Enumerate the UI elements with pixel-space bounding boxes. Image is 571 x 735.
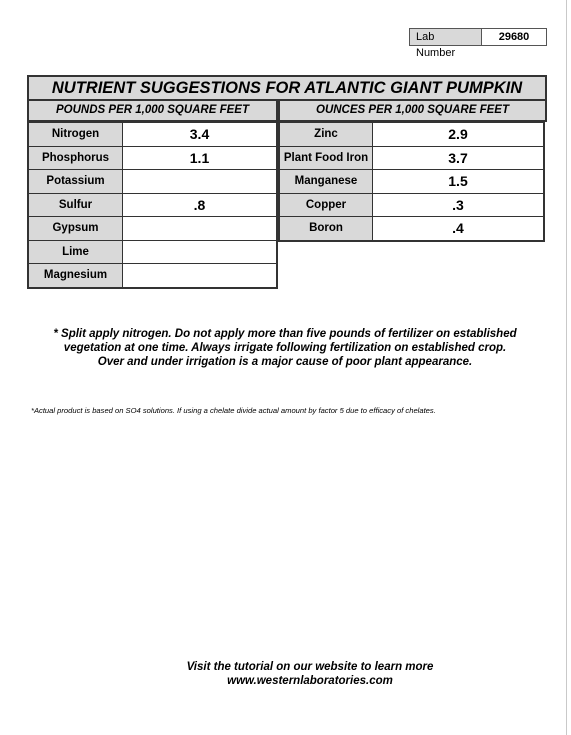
nutrient-name: Manganese [279, 170, 373, 194]
nitrogen-note: * Split apply nitrogen. Do not apply more than five pounds of fertilizer on established vegetation at one time. Always irrigate following fertilization on established crop. Over and under irrigation is a major cause of poor plant appearance. [53, 328, 517, 368]
table-row [279, 170, 544, 194]
lab-number-label: Lab Number [410, 29, 482, 45]
table-row [28, 264, 277, 288]
nutrient-value [123, 240, 278, 264]
nutrient-name: Gypsum [28, 217, 123, 241]
ounces-header: OUNCES PER 1,000 SQUARE FEET [278, 99, 547, 122]
website-url: www.westernlaboratories.com [227, 675, 393, 687]
table-row [279, 217, 544, 241]
table-row [279, 193, 544, 217]
nutrient-value: 3.7 [373, 146, 545, 170]
page-edge-divider [566, 0, 567, 735]
nutrient-name: Magnesium [28, 264, 123, 288]
nutrient-name: Copper [279, 193, 373, 217]
report-title: NUTRIENT SUGGESTIONS FOR ATLANTIC GIANT PUMPKIN [27, 75, 547, 101]
table-row [279, 122, 544, 146]
nutrient-name: Potassium [28, 170, 123, 194]
table-row [28, 146, 277, 170]
table-row [28, 170, 277, 194]
table-row [28, 193, 277, 217]
nutrient-value: 1.1 [123, 146, 278, 170]
lab-number-box [409, 28, 547, 59]
lab-number-value: 29680 [482, 29, 546, 45]
nutrient-value: .3 [373, 193, 545, 217]
table-row [279, 146, 544, 170]
nutrient-value [123, 264, 278, 288]
nutrient-value [123, 170, 278, 194]
nutrient-value: 1.5 [373, 170, 545, 194]
nutrient-value: 3.4 [123, 122, 278, 146]
nutrient-name: Nitrogen [28, 122, 123, 146]
nutrient-value: .8 [123, 193, 278, 217]
tutorial-text: Visit the tutorial on our website to learn more [186, 661, 434, 673]
nutrient-value: .4 [373, 217, 545, 241]
ounces-table [278, 121, 545, 242]
nutrient-name: Plant Food Iron [279, 146, 373, 170]
pounds-table [27, 121, 278, 289]
nutrient-value: 2.9 [373, 122, 545, 146]
table-row [28, 240, 277, 264]
chelate-footnote: *Actual product is based on SO4 solutions. If using a chelate divide actual amount by factor 5 due to efficacy of chelates. [31, 406, 436, 415]
nutrient-name: Zinc [279, 122, 373, 146]
table-row [28, 122, 277, 146]
nutrient-value [123, 217, 278, 241]
pounds-header: POUNDS PER 1,000 SQUARE FEET [27, 99, 278, 122]
table-row [28, 217, 277, 241]
tutorial-notice [110, 660, 510, 688]
nutrient-name: Phosphorus [28, 146, 123, 170]
nutrient-name: Lime [28, 240, 123, 264]
nutrient-name: Boron [279, 217, 373, 241]
nutrient-name: Sulfur [28, 193, 123, 217]
